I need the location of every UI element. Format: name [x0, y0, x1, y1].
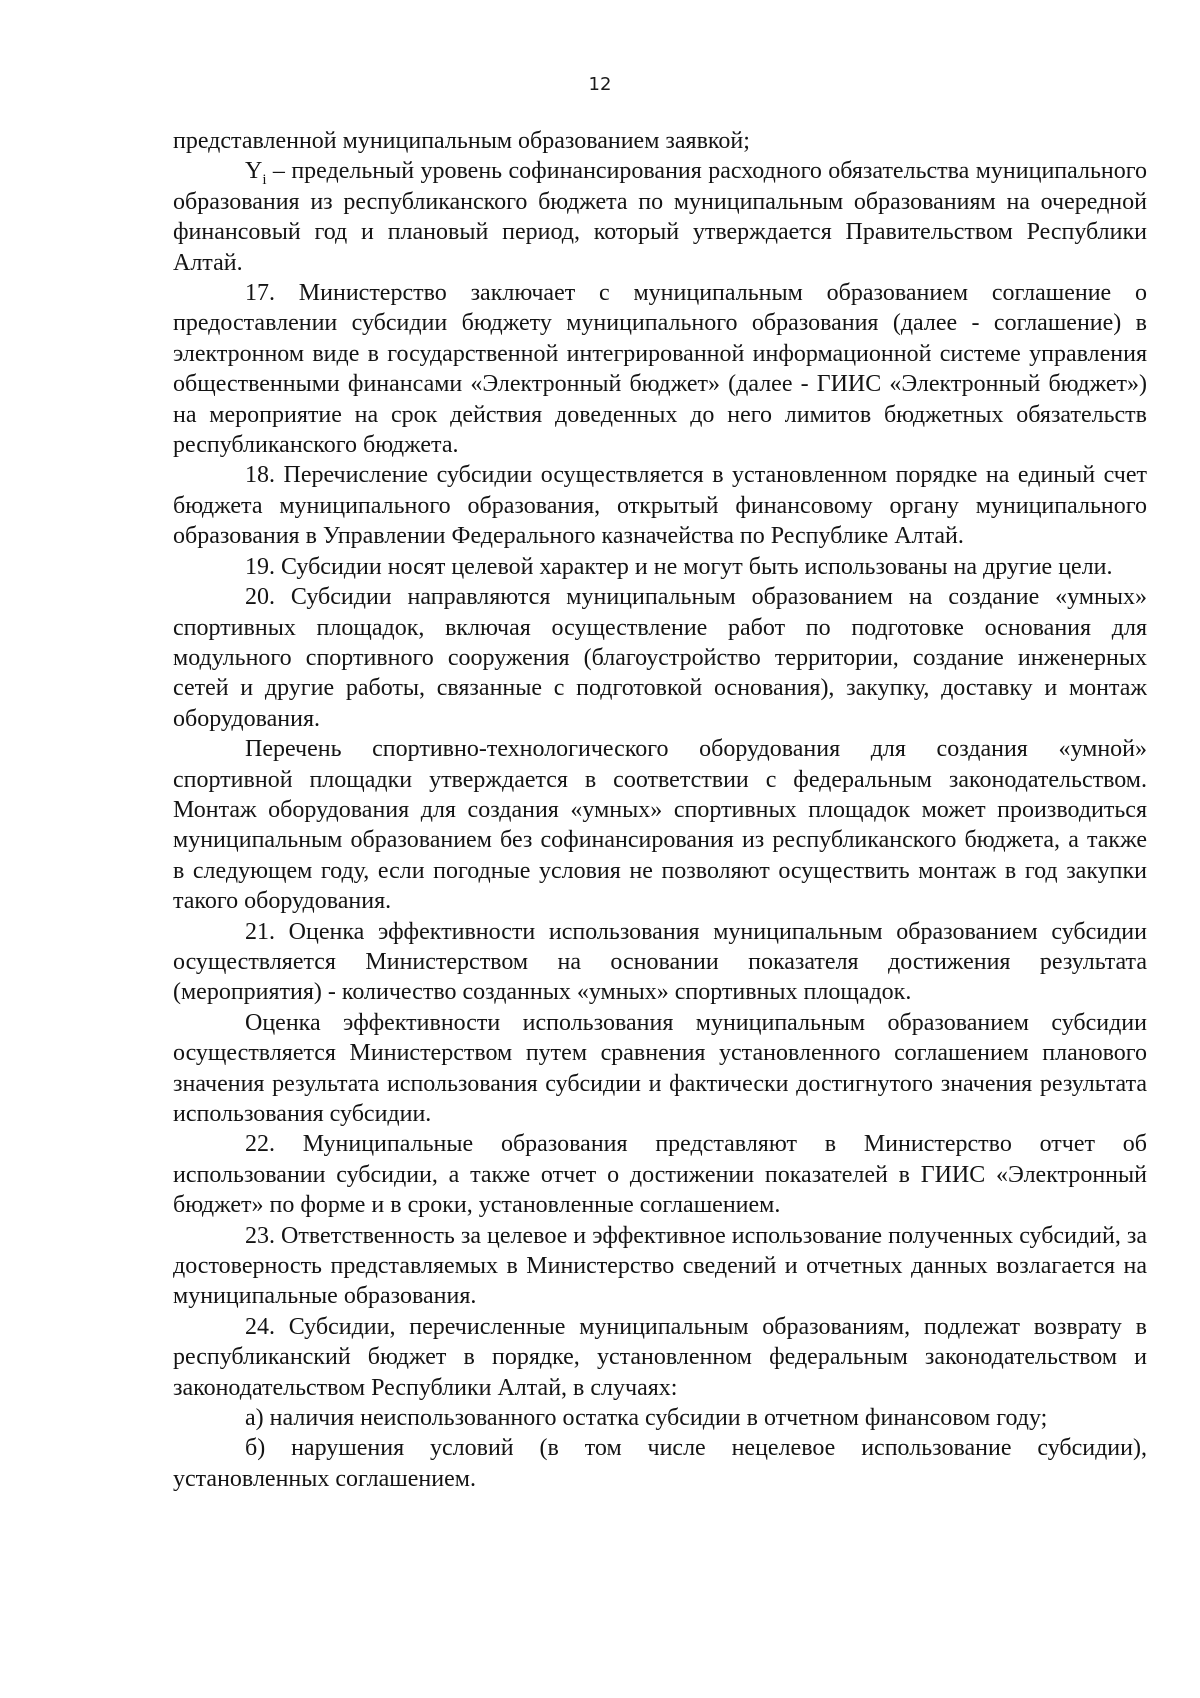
- paragraph-text: Оценка эффективности использования муниципальным образованием субсидии осуществляется Министерством путем сравнения установленного соглашением планового значения результата использования субсидии и фактически достигнутого значения результата использования субсидии.: [173, 1009, 1147, 1127]
- paragraph-20-equipment-list: [173, 734, 1147, 916]
- list-item-b: [173, 1433, 1147, 1494]
- paragraph-continuation: [173, 126, 1147, 156]
- paragraph-22: [173, 1129, 1147, 1220]
- paragraph-19: [173, 552, 1147, 582]
- paragraph-text: 22. Муниципальные образования представляют в Министерство отчет об использовании субсидии, а также отчет о достижении показателей в ГИИС «Электронный бюджет» по форме и в сроки, установленные соглашением.: [173, 1131, 1147, 1219]
- paragraph-text: 19. Субсидии носят целевой характер и не могут быть использованы на другие цели.: [245, 553, 1113, 580]
- paragraph-text: 24. Субсидии, перечисленные муниципальным образованиям, подлежат возврату в республиканский бюджет в порядке, установленном федеральным законодательством и законодательством Республики Алтай, в случаях:: [173, 1313, 1147, 1401]
- paragraph-text: 17. Министерство заключает с муниципальным образованием соглашение о предоставлении субсидии бюджету муниципального образования (далее - соглашение) в электронном виде в государственной интегрированной информационной системе управления общественными финансами «Электронный бюджет» (далее - ГИИС «Электронный бюджет») на мероприятие на срок действия доведенных до него лимитов бюджетных обязательств республиканского бюджета.: [173, 280, 1147, 459]
- page-number: 12: [588, 74, 612, 95]
- paragraph-17: [173, 278, 1147, 460]
- paragraph-text: 18. Перечисление субсидии осуществляется в установленном порядке на единый счет бюджета муниципального образования, открытый финансовому органу муниципального образования в Управлении Федерального казначейства по Республике Алтай.: [173, 462, 1147, 550]
- paragraph-yi-definition: [173, 156, 1147, 278]
- document-body: [173, 126, 1147, 1494]
- list-item-a: [173, 1403, 1147, 1433]
- variable-symbol: Y: [245, 158, 263, 185]
- paragraph-18: [173, 460, 1147, 551]
- paragraph-text: представленной муниципальным образованием заявкой;: [173, 128, 750, 154]
- paragraph-text: а) наличия неиспользованного остатка субсидии в отчетном финансовом году;: [245, 1405, 1048, 1432]
- paragraph-21-evaluation: [173, 1008, 1147, 1130]
- paragraph-text: 20. Субсидии направляются муниципальным образованием на создание «умных» спортивных площадок, включая осуществление работ по подготовке основания для модульного спортивного сооружения (благоустройство территории, создание инженерных сетей и другие работы, связанные с подготовкой основания), закупку, доставку и монтаж оборудования.: [173, 584, 1147, 732]
- paragraph-text: – предельный уровень софинансирования расходного обязательства муниципального образования из республиканского бюджета по муниципальным образованиям на очередной финансовый год и плановый период, который утверждается Правительством Республики Алтай.: [173, 158, 1147, 276]
- paragraph-20: [173, 582, 1147, 734]
- paragraph-23: [173, 1221, 1147, 1312]
- paragraph-text: б) нарушения условий (в том числе нецелевое использование субсидии), установленных соглашением.: [173, 1435, 1147, 1492]
- paragraph-text: 23. Ответственность за целевое и эффективное использование полученных субсидий, за достоверность представляемых в Министерство сведений и отчетных данных возлагается на муниципальные образования.: [173, 1222, 1147, 1310]
- paragraph-text: Перечень спортивно-технологического оборудования для создания «умной» спортивной площадки утверждается в соответствии с федеральным законодательством. Монтаж оборудования для создания «умных» спортивных площадок может производиться муниципальным образованием без софинансирования из республиканского бюджета, а также в следующем году, если погодные условия не позволяют осуществить монтаж в год закупки такого оборудования.: [173, 736, 1147, 915]
- paragraph-21: [173, 917, 1147, 1008]
- paragraph-text: 21. Оценка эффективности использования муниципальным образованием субсидии осуществляется Министерством на основании показателя достижения результата (мероприятия) - количество созданных «умных» спортивных площадок.: [173, 918, 1147, 1006]
- paragraph-24: [173, 1312, 1147, 1403]
- variable-subscript: i: [262, 172, 267, 189]
